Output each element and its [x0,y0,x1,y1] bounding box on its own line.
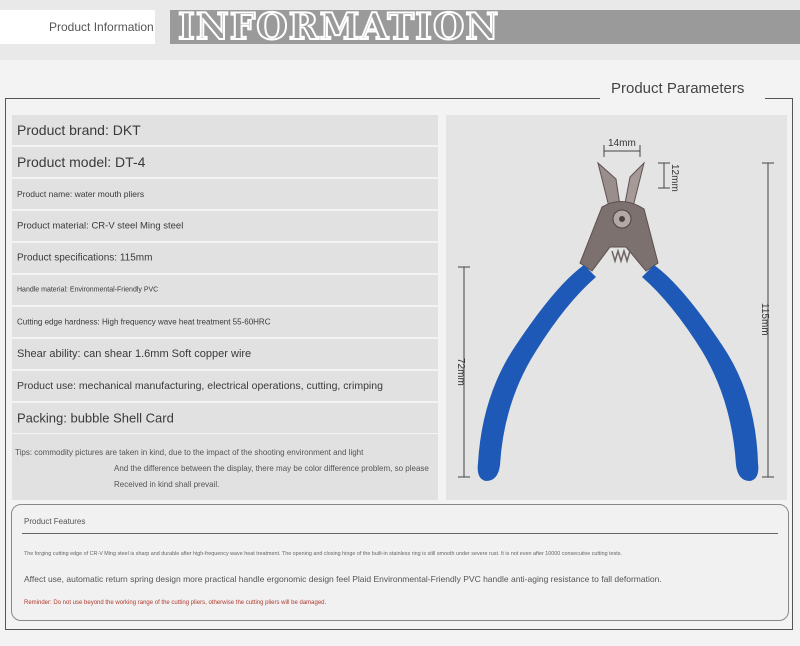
handle-length-label: 72mm [455,358,466,386]
features-title: Product Features [24,517,86,526]
total-length-label: 115mm [759,303,770,336]
param-row [12,403,438,433]
param-row [12,371,438,401]
tips-line-2: And the difference between the display, there may be color difference problem, so please [114,464,429,473]
features-divider [22,533,778,534]
param-text: Product material: CR-V steel Ming steel [17,220,184,232]
features-paragraph-1: The forging cutting edge of CR-V Ming steel is sharp and durable after high-frequency wave heat treatment. The opening and closing hinge of the built-in stainless ring is still smooth under severe rust. It is not even after 10000 consecutive cutting tests. [24,551,622,557]
param-text: Handle material: Environmental-Friendly PVC [17,286,159,294]
param-text: Product use: mechanical manufacturing, electrical operations, cutting, crimping [17,380,383,392]
param-row [12,147,438,177]
banner-title: INFORMATION [178,6,500,48]
param-text: Product model: DT-4 [17,154,146,170]
params-title: Product Parameters [600,76,765,102]
jaw-height-label: 12mm [669,164,680,192]
features-paragraph-2: Affect use, automatic return spring design more practical handle ergonomic design feel Plaid Environmental-Friendly PVC handle anti-aging resistance to fall deformation. [24,574,662,584]
param-row [12,115,438,145]
information-banner [170,6,800,48]
param-row [12,211,438,241]
param-text: Shear ability: can shear 1.6mm Soft copper wire [17,348,252,360]
tips-block [12,434,438,500]
param-row [12,243,438,273]
product-photo [446,115,787,500]
param-row [12,179,438,209]
parameters-list [12,115,438,435]
right-handle [642,265,758,481]
jaw-width-label: 14mm [608,138,636,149]
tips-line-3: Received in kind shall prevail. [114,480,220,489]
tab-label: Product Information [49,20,154,34]
param-row [12,307,438,337]
return-spring [612,251,630,261]
features-reminder: Reminder: Do not use beyond the working range of the cutting pliers, otherwise the cutting pliers will be damaged. [24,600,327,606]
param-text: Cutting edge hardness: High frequency wave heat treatment 55-60HRC [17,317,271,327]
tips-line-1: Tips: commodity pictures are taken in kind, due to the impact of the shooting environment and light [15,448,364,457]
param-row [12,339,438,369]
product-information-tab[interactable] [0,10,155,44]
product-features [11,504,789,621]
param-text: Packing: bubble Shell Card [17,410,174,426]
param-row [12,275,438,305]
left-handle [478,265,596,481]
param-text: Product name: water mouth pliers [17,189,145,199]
param-text: Product specifications: 115mm [17,252,153,264]
pliers-illustration [446,115,787,500]
param-text: Product brand: DKT [17,122,141,138]
